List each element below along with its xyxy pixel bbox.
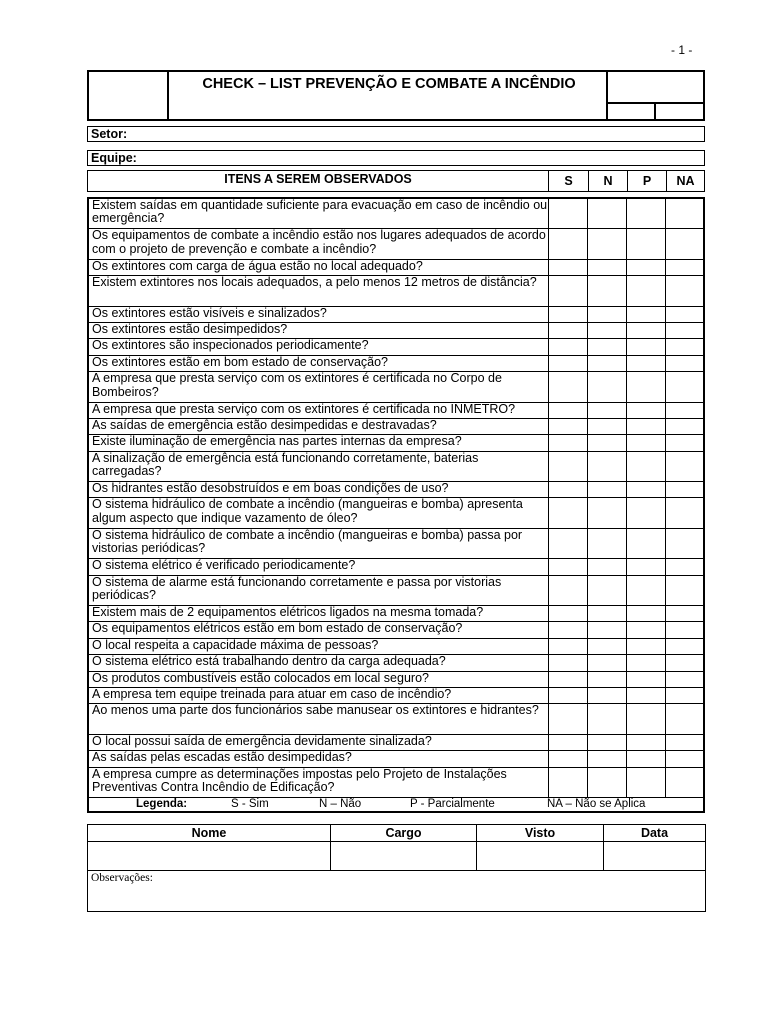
checkbox-n[interactable]: [587, 498, 626, 528]
checkbox-n[interactable]: [587, 418, 626, 434]
page-number: - 1 -: [671, 43, 693, 57]
data-field[interactable]: [604, 842, 706, 871]
checklist-item-text: As saídas pelas escadas estão desimpedidas?: [88, 751, 548, 767]
header-visto: Visto: [477, 825, 604, 842]
checkbox-n[interactable]: [587, 575, 626, 605]
checklist-item-text: A empresa cumpre as determinações impostas pelo Projeto de Instalações Preventivas Contra Incêndio de Edificação?: [88, 767, 548, 797]
checkbox-s[interactable]: [548, 306, 587, 322]
checkbox-p[interactable]: [626, 339, 665, 355]
checkbox-p[interactable]: [626, 734, 665, 750]
checklist-item-text: O local respeita a capacidade máxima de pessoas?: [88, 638, 548, 654]
checklist-item-text: Os extintores com carga de água estão no local adequado?: [88, 259, 548, 275]
checklist-table: [87, 197, 705, 813]
checkbox-s[interactable]: [548, 435, 587, 451]
checklist-item-text: Existem saídas em quantidade suficiente para evacuação em caso de incêndio ou emergência?: [88, 198, 548, 229]
checklist-row: [88, 306, 704, 322]
checkbox-p[interactable]: [626, 751, 665, 767]
checkbox-s[interactable]: [548, 655, 587, 671]
checkbox-na[interactable]: [665, 575, 704, 605]
checklist-row: [88, 606, 704, 622]
checkbox-s[interactable]: [548, 372, 587, 402]
checklist-item-text: Existe iluminação de emergência nas partes internas da empresa?: [88, 435, 548, 451]
col-header-s: S: [548, 171, 588, 191]
checkbox-n[interactable]: [587, 638, 626, 654]
checklist-item-text: O local possui saída de emergência devidamente sinalizada?: [88, 734, 548, 750]
checkbox-p[interactable]: [626, 671, 665, 687]
checkbox-n[interactable]: [587, 671, 626, 687]
checkbox-na[interactable]: [665, 655, 704, 671]
checklist-item-text: Os extintores estão desimpedidos?: [88, 322, 548, 338]
checkbox-s[interactable]: [548, 734, 587, 750]
checkbox-na[interactable]: [665, 306, 704, 322]
checklist-item-text: A empresa que presta serviço com os extintores é certificada no INMETRO?: [88, 402, 548, 418]
checklist-item-text: Os extintores estão em bom estado de conservação?: [88, 355, 548, 371]
checkbox-s[interactable]: [548, 259, 587, 275]
checkbox-na[interactable]: [665, 482, 704, 498]
col-header-n: N: [588, 171, 627, 191]
checklist-row: [88, 767, 704, 797]
checkbox-na[interactable]: [665, 276, 704, 306]
checkbox-n[interactable]: [587, 451, 626, 481]
checklist-item-text: Ao menos uma parte dos funcionários sabe manusear os extintores e hidrantes?: [88, 704, 548, 734]
checkbox-n[interactable]: [587, 734, 626, 750]
checkbox-n[interactable]: [587, 482, 626, 498]
checkbox-na[interactable]: [665, 372, 704, 402]
checkbox-s[interactable]: [548, 276, 587, 306]
checkbox-p[interactable]: [626, 498, 665, 528]
checkbox-na[interactable]: [665, 259, 704, 275]
checkbox-s[interactable]: [548, 322, 587, 338]
header-code-cell: [606, 72, 705, 119]
header-data: Data: [604, 825, 706, 842]
checkbox-na[interactable]: [665, 402, 704, 418]
checklist-item-text: O sistema hidráulico de combate a incêndio (mangueiras e bomba) passa por vistorias periódicas?: [88, 528, 548, 558]
checkbox-n[interactable]: [587, 402, 626, 418]
checklist-item-text: A sinalização de emergência está funcionando corretamente, baterias carregadas?: [88, 451, 548, 481]
checklist-row: [88, 498, 704, 528]
checkbox-s[interactable]: [548, 606, 587, 622]
checklist-item-text: As saídas de emergência estão desimpedidas e destravadas?: [88, 418, 548, 434]
checkbox-p[interactable]: [626, 372, 665, 402]
checkbox-s[interactable]: [548, 229, 587, 259]
checkbox-s[interactable]: [548, 767, 587, 797]
checklist-item-text: O sistema elétrico é verificado periodicamente?: [88, 559, 548, 575]
checkbox-s[interactable]: [548, 559, 587, 575]
checkbox-p[interactable]: [626, 687, 665, 703]
checklist-item-text: Os produtos combustíveis estão colocados em local seguro?: [88, 671, 548, 687]
legend-na: NA – Não se Aplica: [547, 798, 646, 810]
checkbox-p[interactable]: [626, 575, 665, 605]
checkbox-n[interactable]: [587, 606, 626, 622]
checkbox-na[interactable]: [665, 528, 704, 558]
checkbox-na[interactable]: [665, 355, 704, 371]
checkbox-p[interactable]: [626, 622, 665, 638]
checkbox-s[interactable]: [548, 482, 587, 498]
checkbox-n[interactable]: [587, 339, 626, 355]
checkbox-s[interactable]: [548, 622, 587, 638]
checkbox-s[interactable]: [548, 339, 587, 355]
checklist-item-text: O sistema hidráulico de combate a incêndio (mangueiras e bomba) apresenta algum aspecto que indique vazamento de óleo?: [88, 498, 548, 528]
checkbox-na[interactable]: [665, 229, 704, 259]
checkbox-s[interactable]: [548, 528, 587, 558]
checkbox-p[interactable]: [626, 528, 665, 558]
checkbox-na[interactable]: [665, 687, 704, 703]
legend-p: P - Parcialmente: [410, 798, 495, 810]
checkbox-na[interactable]: [665, 451, 704, 481]
header-cargo: Cargo: [331, 825, 477, 842]
checklist-row: [88, 575, 704, 605]
checkbox-p[interactable]: [626, 767, 665, 797]
checkbox-na[interactable]: [665, 606, 704, 622]
header-nome: Nome: [88, 825, 331, 842]
checklist-row: [88, 528, 704, 558]
checklist-row: [88, 339, 704, 355]
checkbox-p[interactable]: [626, 451, 665, 481]
checklist-row: [88, 259, 704, 275]
observacoes-field[interactable]: Observações:: [88, 871, 706, 912]
nome-field[interactable]: [88, 842, 331, 871]
checkbox-s[interactable]: [548, 418, 587, 434]
legend-n: N – Não: [319, 798, 362, 810]
checkbox-p[interactable]: [626, 259, 665, 275]
checklist-row: [88, 734, 704, 750]
checklist-row: [88, 435, 704, 451]
col-header-na: NA: [666, 171, 704, 191]
checkbox-na[interactable]: [665, 339, 704, 355]
items-header-label: ITENS A SEREM OBSERVADOS: [224, 172, 412, 186]
checklist-row: [88, 559, 704, 575]
checkbox-s[interactable]: [548, 638, 587, 654]
checkbox-n[interactable]: [587, 687, 626, 703]
checkbox-s[interactable]: [548, 498, 587, 528]
checkbox-s[interactable]: [548, 687, 587, 703]
checkbox-p[interactable]: [626, 198, 665, 229]
checkbox-s[interactable]: [548, 704, 587, 734]
checklist-item-text: O sistema de alarme está funcionando corretamente e passa por vistorias periódicas?: [88, 575, 548, 605]
checkbox-p[interactable]: [626, 606, 665, 622]
checkbox-p[interactable]: [626, 704, 665, 734]
checkbox-na[interactable]: [665, 751, 704, 767]
document-title: CHECK – LIST PREVENÇÃO E COMBATE A INCÊNDIO: [202, 76, 576, 92]
checkbox-p[interactable]: [626, 402, 665, 418]
checklist-item-text: Os extintores estão visíveis e sinalizados?: [88, 306, 548, 322]
legend-title: Legenda:: [136, 798, 188, 810]
checkbox-na[interactable]: [665, 622, 704, 638]
checkbox-n[interactable]: [587, 767, 626, 797]
checkbox-s[interactable]: [548, 751, 587, 767]
checklist-row: [88, 418, 704, 434]
checkbox-s[interactable]: [548, 402, 587, 418]
checkbox-p[interactable]: [626, 638, 665, 654]
checkbox-n[interactable]: [587, 751, 626, 767]
checklist-item-text: Existem extintores nos locais adequados, a pelo menos 12 metros de distância?: [88, 276, 548, 306]
checklist-item-text: Os equipamentos elétricos estão em bom estado de conservação?: [88, 622, 548, 638]
checkbox-n[interactable]: [587, 322, 626, 338]
checkbox-na[interactable]: [665, 498, 704, 528]
checkbox-na[interactable]: [665, 559, 704, 575]
logo-cell: [89, 72, 169, 119]
checklist-row: [88, 402, 704, 418]
document-header: [87, 70, 705, 121]
checklist-item-text: Os equipamentos de combate a incêndio estão nos lugares adequados de acordo com o projeto de prevenção e combate a incêndio?: [88, 229, 548, 259]
checkbox-n[interactable]: [587, 528, 626, 558]
checklist-row: [88, 671, 704, 687]
checkbox-n[interactable]: [587, 229, 626, 259]
checkbox-na[interactable]: [665, 418, 704, 434]
checklist-row: [88, 451, 704, 481]
checklist-item-text: A empresa que presta serviço com os extintores é certificada no Corpo de Bombeiros?: [88, 372, 548, 402]
checklist-row: [88, 655, 704, 671]
checklist-row: [88, 372, 704, 402]
checkbox-p[interactable]: [626, 482, 665, 498]
checkbox-na[interactable]: [665, 638, 704, 654]
checkbox-p[interactable]: [626, 559, 665, 575]
checkbox-n[interactable]: [587, 622, 626, 638]
checkbox-p[interactable]: [626, 229, 665, 259]
checkbox-s[interactable]: [548, 575, 587, 605]
checkbox-n[interactable]: [587, 655, 626, 671]
checklist-item-text: O sistema elétrico está trabalhando dentro da carga adequada?: [88, 655, 548, 671]
checkbox-p[interactable]: [626, 276, 665, 306]
checklist-row: [88, 687, 704, 703]
checklist-item-text: Os extintores são inspecionados periodicamente?: [88, 339, 548, 355]
checkbox-n[interactable]: [587, 435, 626, 451]
checkbox-na[interactable]: [665, 322, 704, 338]
checkbox-n[interactable]: [587, 306, 626, 322]
checkbox-p[interactable]: [626, 418, 665, 434]
checkbox-s[interactable]: [548, 198, 587, 229]
checklist-row: [88, 638, 704, 654]
checklist-item-text: Os hidrantes estão desobstruídos e em boas condições de uso?: [88, 482, 548, 498]
legend-s: S - Sim: [231, 798, 269, 810]
checkbox-n[interactable]: [587, 704, 626, 734]
checklist-row: [88, 482, 704, 498]
checkbox-s[interactable]: [548, 451, 587, 481]
checkbox-na[interactable]: [665, 671, 704, 687]
signature-table: [87, 824, 706, 912]
checklist-row: [88, 704, 704, 734]
equipe-field[interactable]: Equipe:: [87, 150, 705, 166]
checkbox-na[interactable]: [665, 767, 704, 797]
checkbox-p[interactable]: [626, 322, 665, 338]
checkbox-na[interactable]: [665, 198, 704, 229]
setor-field[interactable]: Setor:: [87, 126, 705, 142]
checklist-row: [88, 198, 704, 229]
checkbox-na[interactable]: [665, 704, 704, 734]
checkbox-n[interactable]: [587, 559, 626, 575]
checklist-row: [88, 322, 704, 338]
checkbox-s[interactable]: [548, 671, 587, 687]
visto-field[interactable]: [477, 842, 604, 871]
items-header: [87, 170, 705, 192]
checkbox-p[interactable]: [626, 655, 665, 671]
checkbox-na[interactable]: [665, 435, 704, 451]
checklist-item-text: A empresa tem equipe treinada para atuar em caso de incêndio?: [88, 687, 548, 703]
checklist-row: [88, 751, 704, 767]
checklist-row: [88, 276, 704, 306]
checkbox-n[interactable]: [587, 259, 626, 275]
col-header-p: P: [627, 171, 666, 191]
checkbox-n[interactable]: [587, 355, 626, 371]
checklist-row: [88, 355, 704, 371]
checkbox-n[interactable]: [587, 198, 626, 229]
checkbox-na[interactable]: [665, 734, 704, 750]
checklist-row: [88, 229, 704, 259]
cargo-field[interactable]: [331, 842, 477, 871]
checklist-item-text: Existem mais de 2 equipamentos elétricos ligados na mesma tomada?: [88, 606, 548, 622]
checkbox-n[interactable]: [587, 276, 626, 306]
checkbox-p[interactable]: [626, 306, 665, 322]
checkbox-p[interactable]: [626, 355, 665, 371]
checkbox-s[interactable]: [548, 355, 587, 371]
checkbox-n[interactable]: [587, 372, 626, 402]
checklist-row: [88, 622, 704, 638]
checkbox-p[interactable]: [626, 435, 665, 451]
